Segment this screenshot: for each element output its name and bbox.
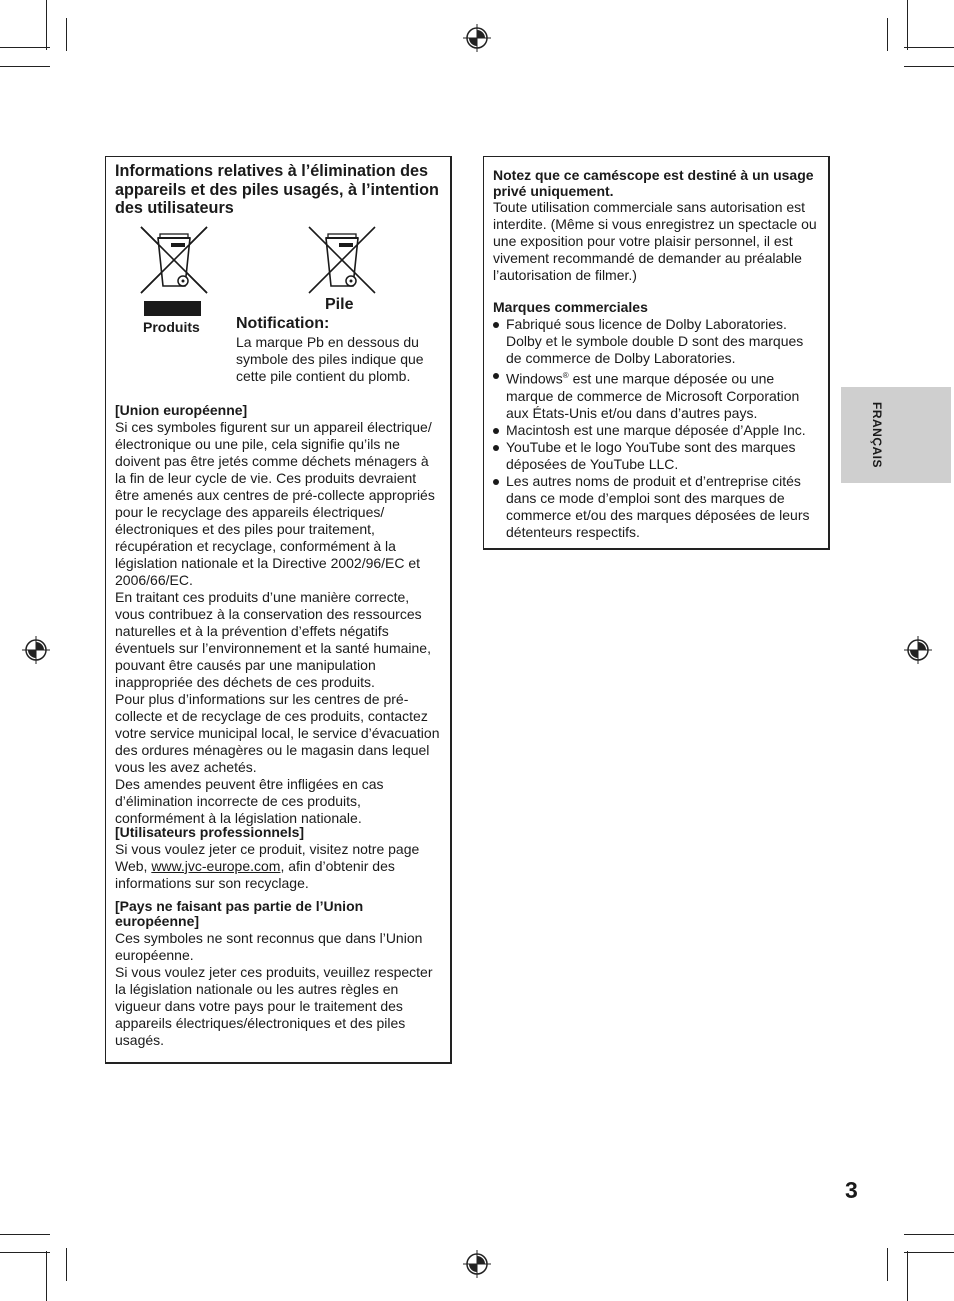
- trademarks-list: [493, 316, 820, 541]
- registration-mark-icon: [463, 1250, 491, 1278]
- crop-mark: [0, 1252, 50, 1253]
- bullet-icon: [493, 445, 499, 451]
- produits-label: Produits: [143, 318, 200, 335]
- union-paragraph: Si ces symboles figurent sur un appareil électrique/électronique ou une pile, cela signifie qu’ils ne doivent pas être jetés comme déchets ménagers à la fin de leur cycle de vie. Ces produits devraient être amenés aux centres de pré-collecte appropriés pour le recyclage des appareils électriques/électroniques et des piles pour traitement, récupération et recyclage, conformément à la législation nationale et la Directive 2002/96/EC et 2006/66/EC.: [115, 418, 435, 588]
- trademark-text: Fabriqué sous licence de Dolby Laboratories. Dolby et le symbole double D sont des marques de commerce de Dolby Laboratories.: [506, 316, 804, 366]
- union-paragraph: Pour plus d’informations sur les centres de pré-collecte et de recyclage de ces produits, contactez votre service municipal local, le service d’évacuation des ordures ménagères ou le magasin dans lequel vous les avez achetés.: [115, 690, 440, 775]
- notification-text: La marque Pb en dessous du symbole des piles indique que cette pile contient du plomb.: [236, 333, 424, 384]
- crop-mark: [887, 18, 888, 51]
- list-item: [493, 422, 820, 439]
- trademark-text: est une marque déposée ou une marque de commerce de Microsoft Corporation aux États-Unis et/ou dans d’autres pays.: [506, 370, 800, 421]
- crop-mark: [904, 1234, 954, 1235]
- registration-mark-icon: [904, 636, 932, 664]
- crop-mark: [66, 1248, 67, 1281]
- trademark-text: Macintosh est une marque déposée d’Apple Inc.: [506, 421, 806, 438]
- union-paragraph: En traitant ces produits d’une manière correcte, vous contribuez à la conservation des ressources naturelles et à la prévention d’effets négatifs éventuels sur l’environnement et la santé humaine, pouvant être causés par une manipulation inappropriée des déchets de ces produits.: [115, 588, 431, 690]
- trademark-text: Windows: [506, 370, 563, 387]
- disposal-info-box: [105, 156, 452, 1064]
- crop-mark: [0, 66, 50, 67]
- disposal-title: Informations relatives à l’élimination des appareils et des piles usagés, à l’intention des utilisateurs: [115, 162, 439, 217]
- crossed-bin-icon: [138, 224, 210, 296]
- private-use-text: Toute utilisation commerciale sans autorisation est interdite. (Même si vous enregistrez un spectacle ou une exposition pour votre plaisir personnel, il est vivement recommandé de demander au préalable l’autorisation de filmer.): [493, 199, 817, 283]
- crop-mark: [904, 1252, 954, 1253]
- union-heading: [Union européenne]: [115, 401, 248, 418]
- trademark-text: YouTube et le logo YouTube sont des marques déposées de YouTube LLC.: [506, 438, 796, 472]
- crop-mark: [46, 0, 47, 50]
- crop-mark: [66, 18, 67, 51]
- produits-bar: [144, 301, 201, 316]
- jvc-europe-link[interactable]: www.jvc-europe.com: [151, 857, 281, 874]
- bullet-icon: [493, 322, 499, 328]
- crop-mark: [904, 66, 954, 67]
- crop-mark: [46, 1251, 47, 1301]
- pro-heading: [Utilisateurs professionnels]: [115, 823, 305, 840]
- private-use-heading: Notez que ce caméscope est destiné à un usage privé uniquement.: [493, 167, 814, 199]
- non-ue-heading: [Pays ne faisant pas partie de l’Union européenne]: [115, 897, 364, 929]
- non-ue-paragraph: Ces symboles ne sont reconnus que dans l’Union européenne.: [115, 929, 423, 963]
- list-item: [493, 367, 820, 422]
- notification-title: Notification:: [236, 314, 330, 332]
- crop-mark: [907, 1251, 908, 1301]
- language-tab-label: FRANÇAIS: [870, 402, 884, 468]
- crop-mark: [0, 47, 50, 48]
- bullet-icon: [493, 479, 499, 485]
- crop-mark: [0, 1234, 50, 1235]
- list-item: [493, 439, 820, 473]
- crop-mark: [907, 0, 908, 50]
- bullet-icon: [493, 373, 499, 379]
- union-paragraph: Des amendes peuvent être infligées en cas d’élimination incorrecte de ces produits, conformément à la législation nationale.: [115, 775, 384, 826]
- bullet-icon: [493, 428, 499, 434]
- trademark-text: Les autres noms de produit et d’entreprise cités dans ce mode d’emploi sont des marques de commerce et/ou des marques déposées de leurs détenteurs respectifs.: [506, 472, 810, 540]
- non-ue-paragraph: Si vous voulez jeter ces produits, veuillez respecter la législation nationale ou les autres règles en vigueur dans votre pays pour le traitement des appareils électriques/électroniques et des piles usagés.: [115, 963, 433, 1048]
- registration-mark-icon: [463, 24, 491, 52]
- page-number: 3: [845, 1177, 858, 1203]
- pro-paragraph: [115, 841, 442, 892]
- trademarks-heading: Marques commerciales: [493, 299, 648, 315]
- notice-box: [483, 156, 830, 550]
- registration-mark-icon: [22, 636, 50, 664]
- pro-text: Si vous voulez jeter ce produit, visitez notre page Web,: [115, 840, 420, 874]
- registered-mark: ®: [562, 371, 569, 380]
- crop-mark: [887, 1248, 888, 1281]
- list-item: [493, 473, 820, 541]
- list-item: [493, 316, 820, 367]
- pro-text: , afin d’obtenir des informations sur son recyclage.: [115, 857, 395, 891]
- crossed-bin-icon: [306, 224, 378, 296]
- pile-label: Pile: [325, 295, 354, 313]
- language-tab: [841, 387, 951, 483]
- disposal-symbols: [115, 222, 442, 402]
- crop-mark: [904, 47, 954, 48]
